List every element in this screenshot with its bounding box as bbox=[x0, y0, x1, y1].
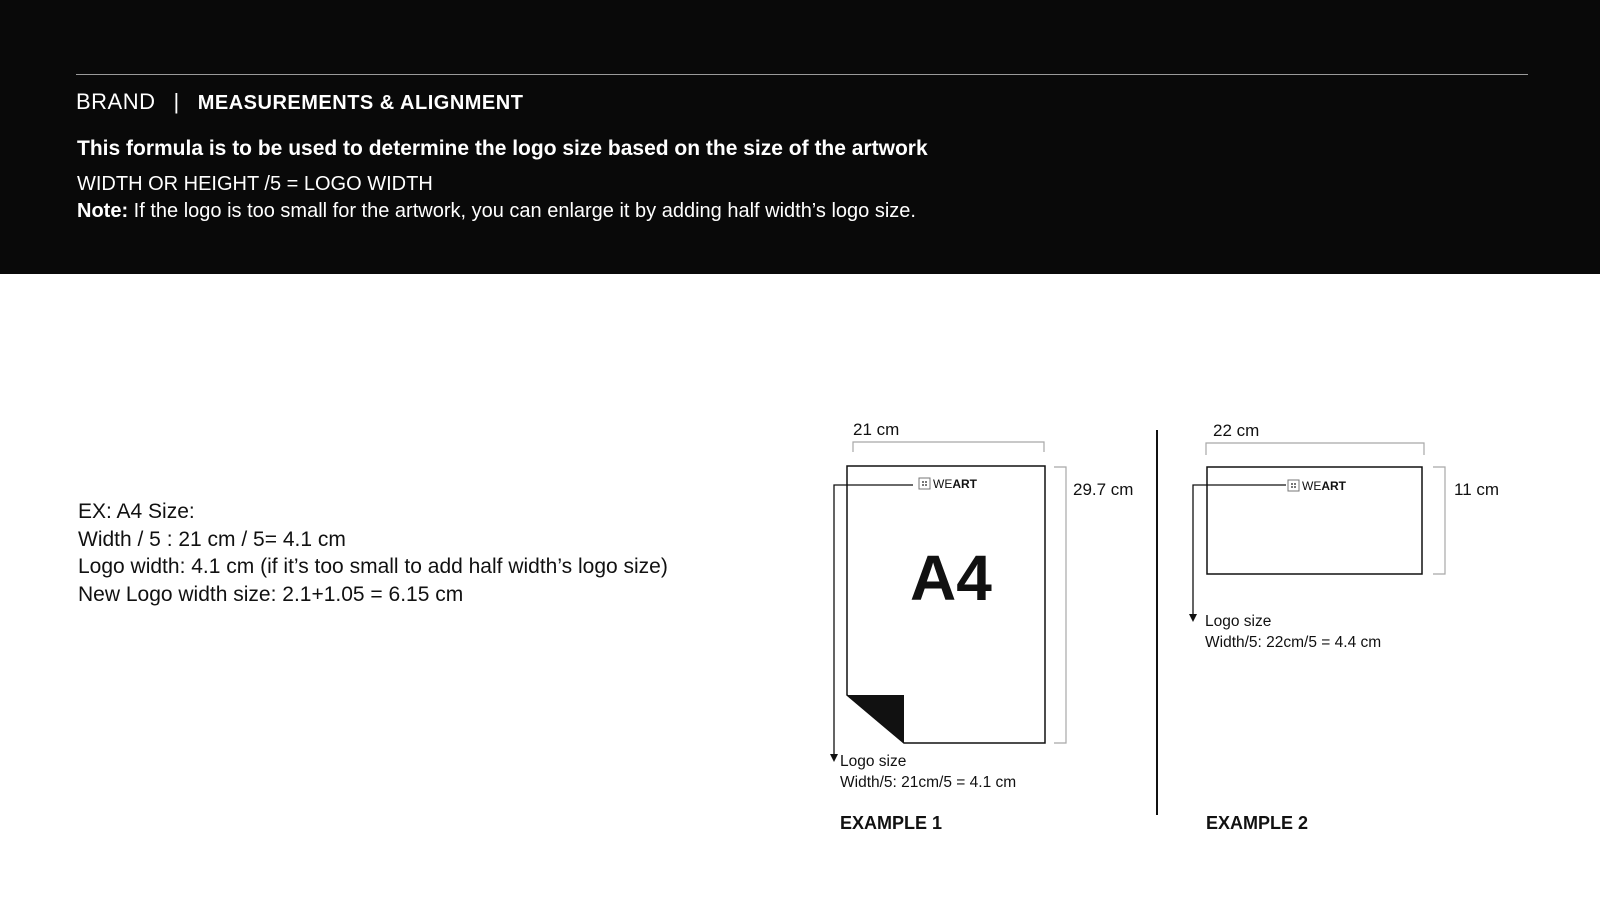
note-body: If the logo is too small for the artwork, you can enlarge it by adding half width’s logo size. bbox=[128, 200, 916, 222]
logo-mark-dot-icon bbox=[1291, 483, 1293, 485]
example-2-caption-formula: Width/5: 22cm/5 = 4.4 cm bbox=[1205, 634, 1382, 651]
logo-we: WE bbox=[1302, 479, 1322, 493]
example-1-caption-title: Logo size bbox=[840, 753, 907, 770]
example-1-width-label: 21 cm bbox=[853, 420, 900, 439]
breadcrumb-separator: | bbox=[173, 89, 180, 114]
example-line-1: EX: A4 Size: bbox=[78, 500, 195, 523]
example-1-arrowhead-icon bbox=[830, 754, 838, 762]
formula-text: WIDTH OR HEIGHT /5 = LOGO WIDTH bbox=[77, 173, 433, 195]
logo-we: WE bbox=[933, 477, 953, 491]
example-1-height-bracket bbox=[1054, 467, 1066, 743]
breadcrumb-brand: BRAND bbox=[76, 89, 156, 114]
logo-wordmark bbox=[1302, 479, 1347, 493]
example-1-label: EXAMPLE 1 bbox=[840, 813, 943, 833]
logo-mark-dot-icon bbox=[922, 481, 924, 483]
logo-mark-dot-icon bbox=[922, 484, 924, 486]
example-2-arrowhead-icon bbox=[1189, 614, 1197, 622]
example-2 bbox=[1189, 421, 1499, 833]
example-2-label: EXAMPLE 2 bbox=[1206, 813, 1309, 833]
lead-text: This formula is to be used to determine the logo size based on the size of the artwork bbox=[77, 137, 928, 160]
example-1-height-label: 29.7 cm bbox=[1073, 480, 1134, 499]
example-1-page-label: A4 bbox=[910, 542, 992, 614]
logo-mark-dot-icon bbox=[925, 484, 927, 486]
example-2-width-bracket bbox=[1206, 443, 1424, 455]
example-1-width-bracket bbox=[853, 442, 1044, 452]
example-1-caption-formula: Width/5: 21cm/5 = 4.1 cm bbox=[840, 774, 1017, 791]
logo-art: ART bbox=[1321, 479, 1347, 493]
example-line-2: Width / 5 : 21 cm / 5= 4.1 cm bbox=[78, 527, 346, 551]
example-2-width-label: 22 cm bbox=[1213, 421, 1260, 440]
breadcrumb-section: MEASUREMENTS & ALIGNMENT bbox=[197, 92, 524, 114]
logo-mark-dot-icon bbox=[1294, 486, 1296, 488]
logo-art: ART bbox=[952, 477, 978, 491]
logo-wordmark bbox=[933, 477, 978, 491]
note-label: Note: bbox=[77, 200, 129, 222]
logo-mark-dot-icon bbox=[925, 481, 927, 483]
example-2-height-label: 11 cm bbox=[1454, 480, 1500, 499]
logo-mark-dot-icon bbox=[1291, 486, 1293, 488]
example-2-caption-title: Logo size bbox=[1205, 613, 1272, 630]
example-line-3: Logo width: 4.1 cm (if it’s too small to add half width’s logo size) bbox=[78, 555, 668, 578]
example-2-height-bracket bbox=[1433, 467, 1445, 574]
logo-mark-dot-icon bbox=[1294, 483, 1296, 485]
example-line-4: New Logo width size: 2.1+1.05 = 6.15 cm bbox=[78, 582, 464, 606]
example-1 bbox=[830, 420, 1133, 833]
